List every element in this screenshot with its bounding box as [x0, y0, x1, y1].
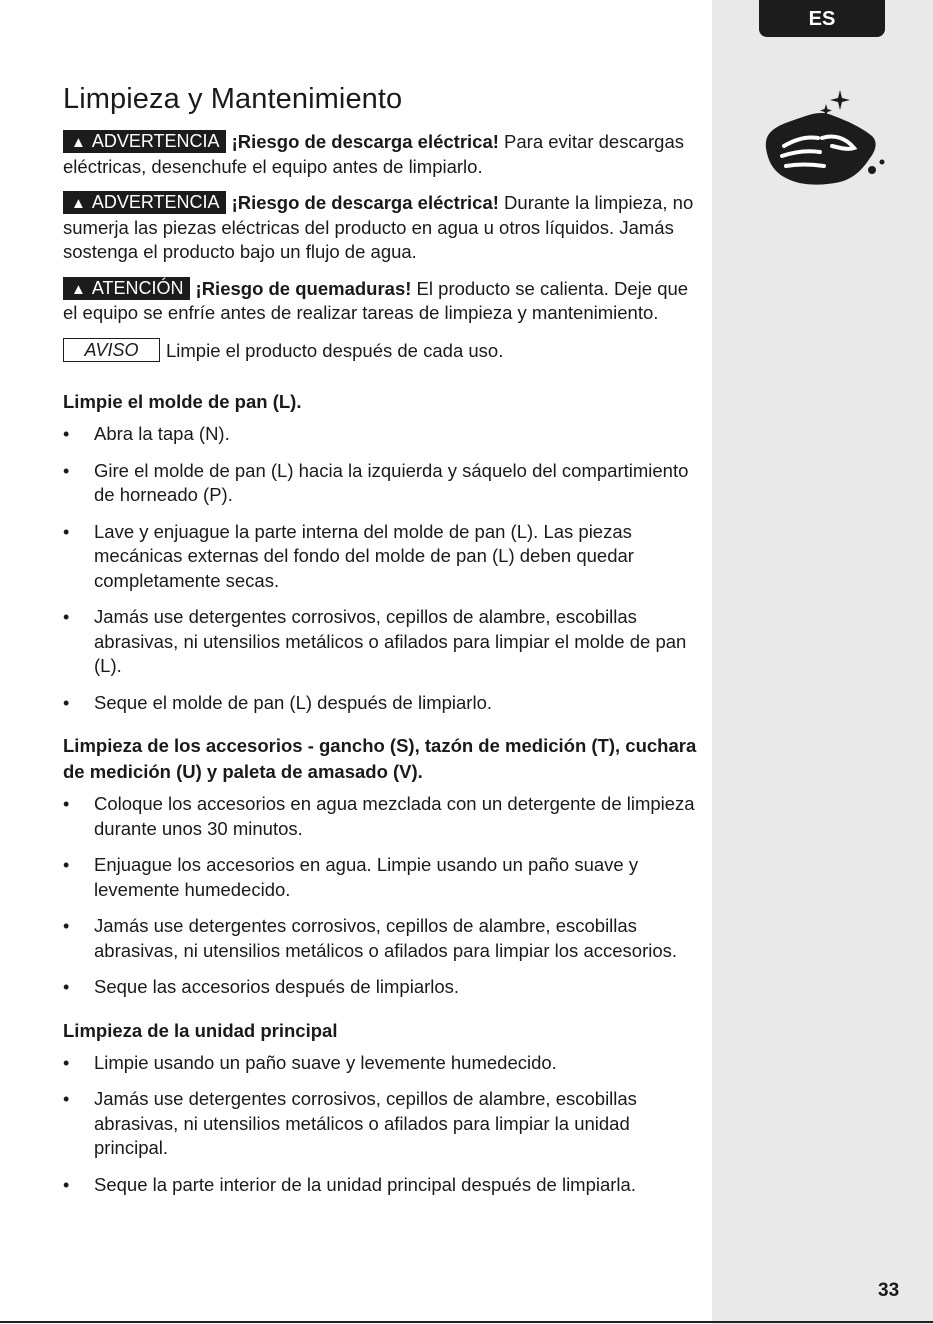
warning-triangle-icon: ▲: [71, 280, 86, 298]
notice-text: Durante la limpieza, no sumerja las piezas eléctricas del producto en agua u otros líquidos. Jamás sostenga el producto bajo un flujo de agua.: [63, 192, 694, 262]
side-margin-panel: [712, 0, 933, 1324]
notice-badge: AVISO: [63, 338, 160, 362]
section-heading: Limpieza de la unidad principal: [63, 1019, 338, 1041]
notice-text: Para evitar descargas eléctricas, desenchufe el equipo antes de limpiarlo.: [63, 131, 684, 177]
page-number: 33: [878, 1280, 900, 1301]
list-item: • Seque las accesorios después de limpiarlos.: [63, 975, 703, 1000]
warning-badge: ▲ ADVERTENCIA: [63, 191, 226, 214]
bullet-list: [63, 1051, 703, 1198]
bottom-divider: [0, 1321, 933, 1323]
bullet-list: [63, 792, 703, 1000]
notice-lead: ¡Riesgo de descarga eléctrica!: [231, 192, 499, 213]
list-item: • Jamás use detergentes corrosivos, cepillos de alambre, escobillas abrasivas, ni utensilios metálicos o afilados para limpiar el molde de pan (L).: [63, 605, 703, 679]
notice-text: Limpie el producto después de cada uso.: [166, 339, 504, 361]
bullet-list: [63, 422, 703, 715]
cleaning-hand-cloth-icon: [760, 86, 888, 196]
list-item: • Jamás use detergentes corrosivos, cepillos de alambre, escobillas abrasivas, ni utensilios metálicos o afilados para limpiar los accesorios.: [63, 914, 703, 963]
section-heading: Limpieza de los accesorios - gancho (S), tazón de medición (T), cuchara de medición (U) y paleta de amasado (V).: [63, 735, 697, 782]
caution-badge: ▲ ATENCIÓN: [63, 277, 190, 300]
notice-text: El producto se calienta. Deje que el equipo se enfríe antes de realizar tareas de limpieza y mantenimiento.: [63, 277, 689, 323]
warning-notice: [63, 191, 703, 265]
warning-notice: [63, 130, 703, 179]
caution-notice: [63, 277, 703, 326]
warning-triangle-icon: ▲: [71, 134, 86, 151]
list-item: • Seque el molde de pan (L) después de limpiarlo.: [63, 691, 703, 716]
list-item: • Enjuague los accesorios en agua. Limpie usando un paño suave y levemente humedecido.: [63, 853, 703, 902]
main-content: [63, 83, 703, 1215]
notice-lead: ¡Riesgo de quemaduras!: [195, 277, 412, 299]
list-item: • Abra la tapa (N).: [63, 422, 703, 447]
language-tab: ES: [759, 0, 885, 37]
list-item: • Jamás use detergentes corrosivos, cepillos de alambre, escobillas abrasivas, ni utensilios metálicos o afilados para limpiar la unidad principal.: [63, 1087, 703, 1161]
section-heading: Limpie el molde de pan (L).: [63, 391, 302, 412]
info-notice: [63, 338, 703, 364]
list-item: • Gire el molde de pan (L) hacia la izquierda y sáquelo del compartimiento de horneado (P).: [63, 459, 703, 508]
list-item: • Seque la parte interior de la unidad principal después de limpiarla.: [63, 1173, 703, 1198]
list-item: • Lave y enjuague la parte interna del molde de pan (L). Las piezas mecánicas externas del fondo del molde de pan (L) deben quedar completamente secas.: [63, 520, 703, 594]
warning-triangle-icon: ▲: [71, 195, 86, 212]
page-title: Limpieza y Mantenimiento: [63, 83, 403, 115]
list-item: • Limpie usando un paño suave y levemente humedecido.: [63, 1051, 703, 1076]
list-item: • Coloque los accesorios en agua mezclada con un detergente de limpieza durante unos 30 minutos.: [63, 792, 703, 841]
warning-badge: ▲ ADVERTENCIA: [63, 130, 226, 153]
notice-lead: ¡Riesgo de descarga eléctrica!: [231, 131, 499, 152]
